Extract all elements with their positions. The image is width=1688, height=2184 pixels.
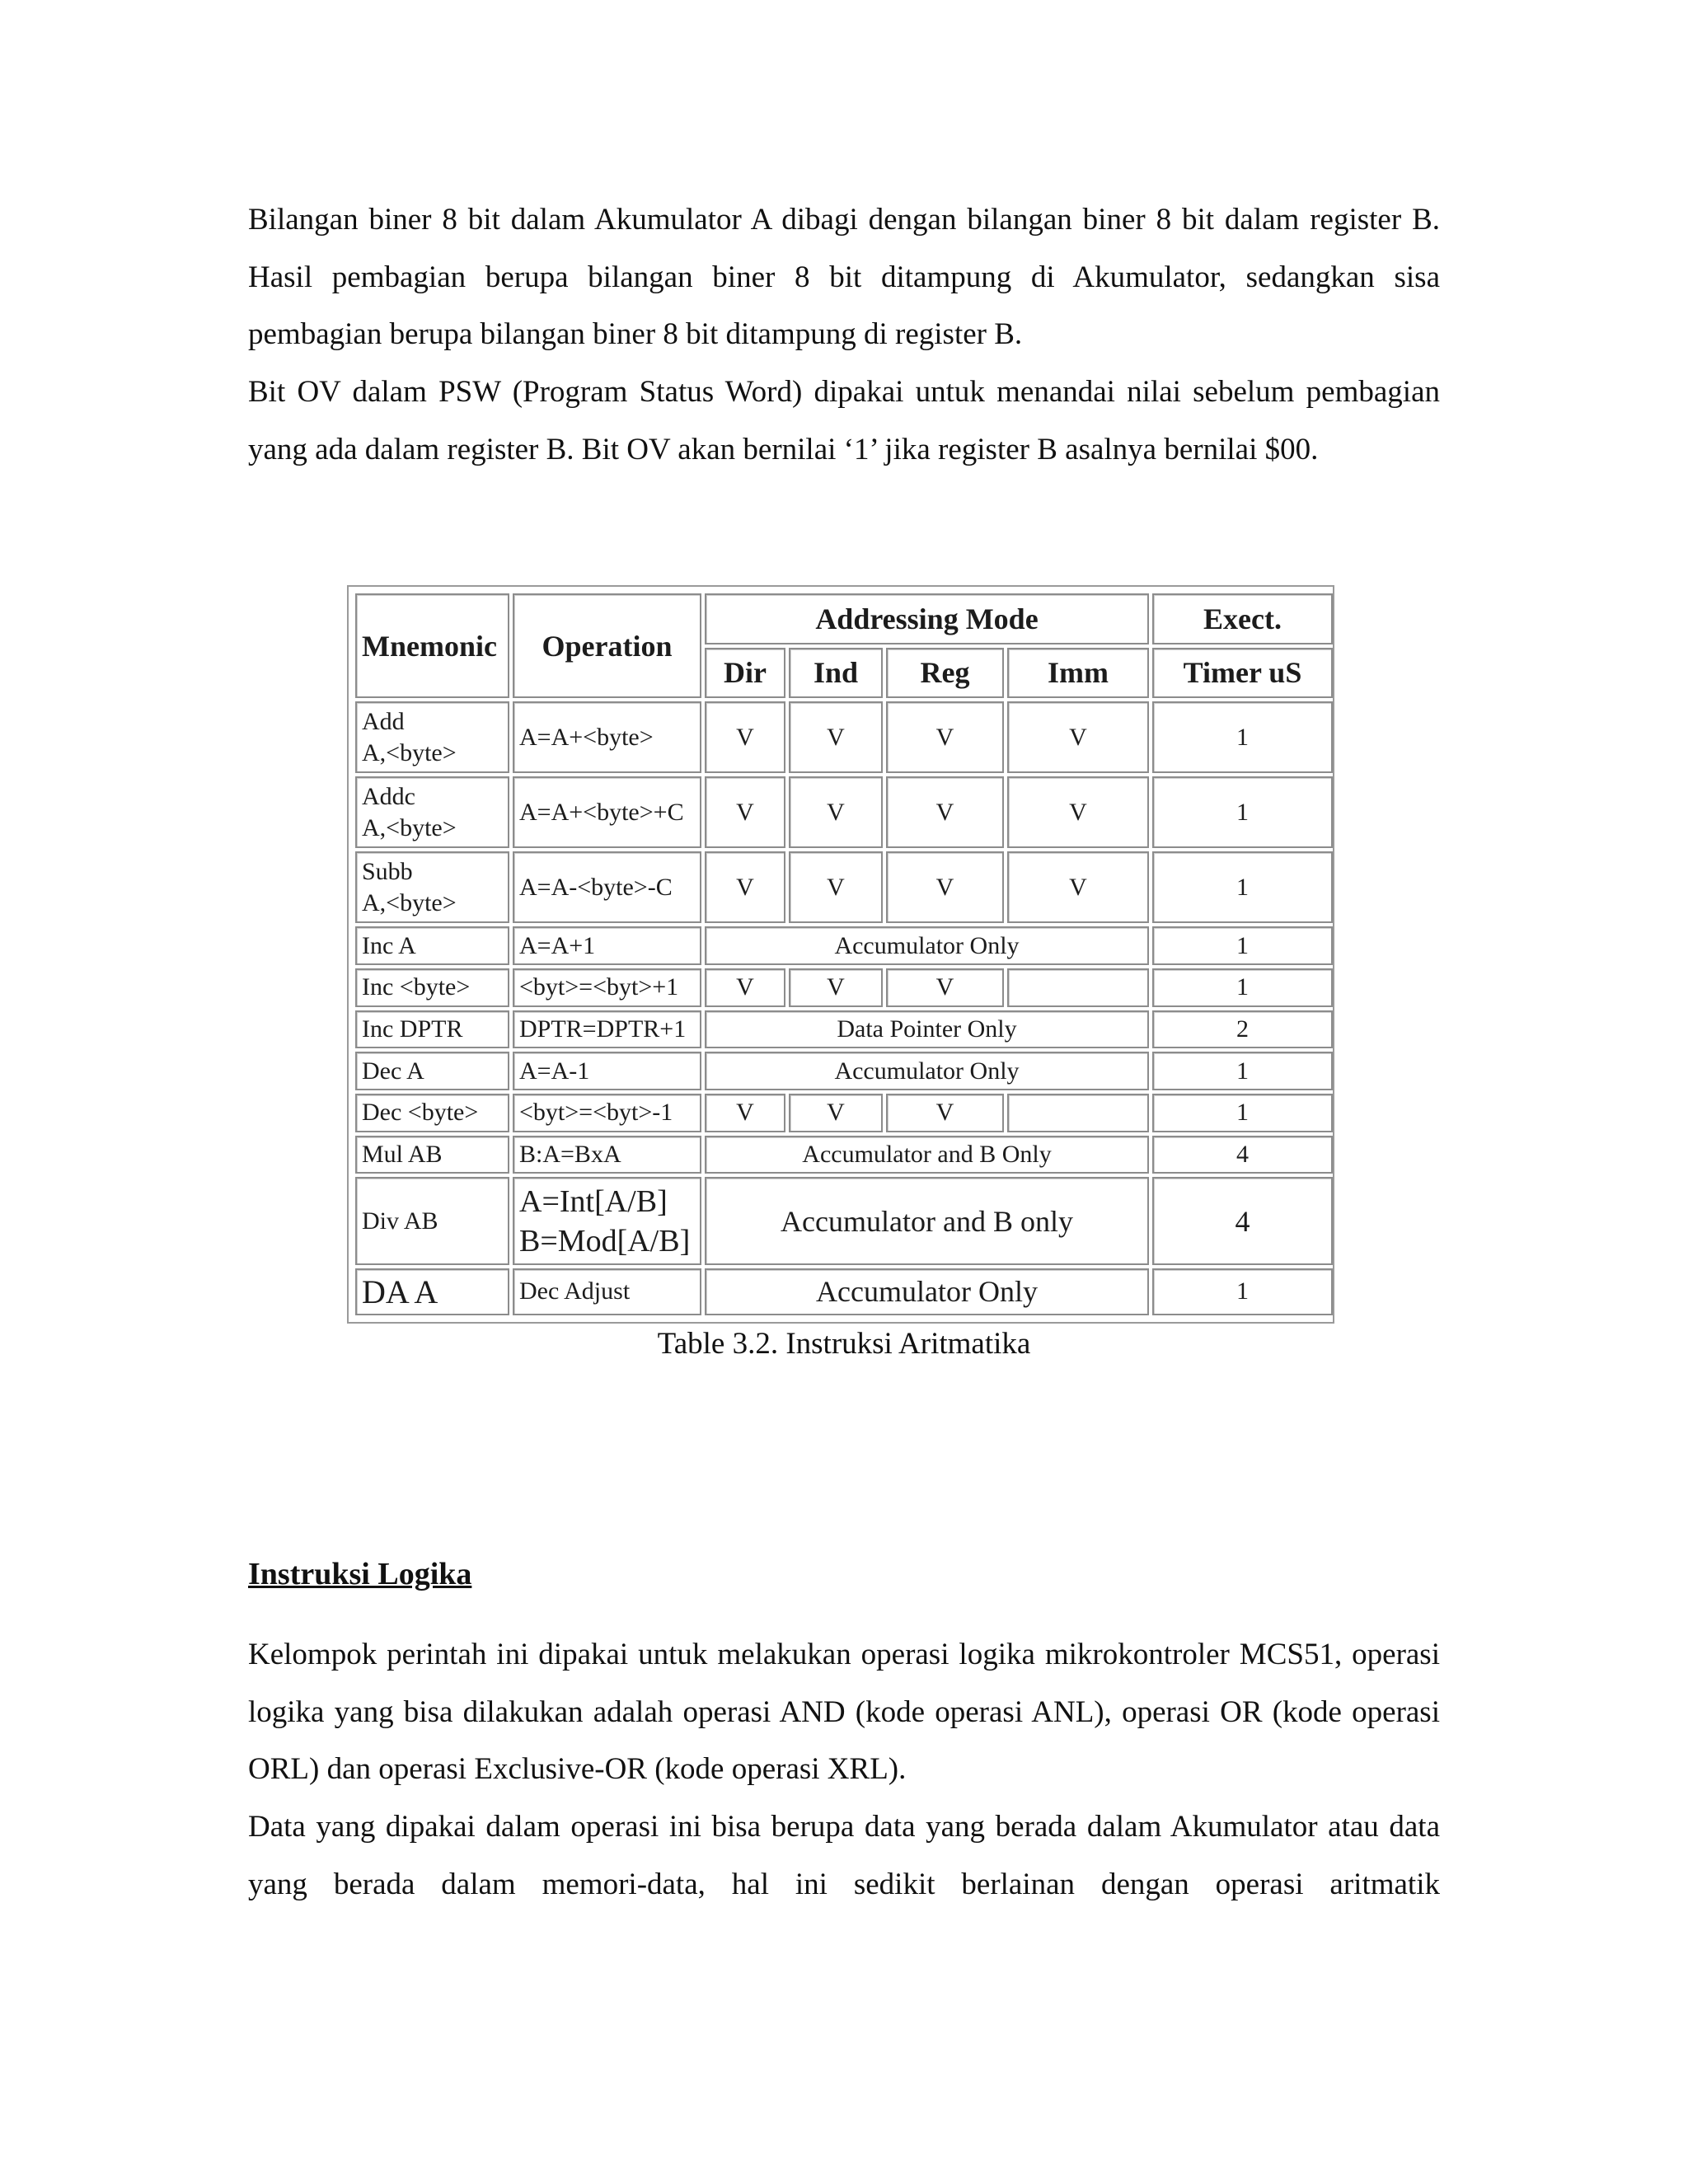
operation-cell: <byt>=<byt>-1 xyxy=(513,1094,701,1132)
mnemonic-line-1: Subb xyxy=(362,857,413,885)
mnemonic-cell: Inc DPTR xyxy=(355,1010,509,1049)
section-paragraph-2: Data yang dipakai dalam operasi ini bisa berupa data yang berada dalam Akumulator atau data yang berada dalam memori-data, hal ini sedikit berlainan dengan operasi aritmatik xyxy=(248,1810,1440,1901)
operation-line-2: B=Mod[A/B] xyxy=(519,1223,691,1258)
table-row xyxy=(355,1268,1333,1315)
timer-cell: 1 xyxy=(1152,776,1333,848)
mnemonic-cell: Div AB xyxy=(355,1177,509,1264)
reg-cell: V xyxy=(886,851,1004,923)
dir-cell: V xyxy=(705,851,785,923)
table-row xyxy=(355,1177,1333,1264)
mnemonic-line-2: A,<byte> xyxy=(362,813,457,841)
header-dir: Dir xyxy=(705,648,785,699)
timer-cell: 4 xyxy=(1152,1136,1333,1174)
table-row xyxy=(355,776,1333,848)
ind-cell: V xyxy=(789,1094,883,1132)
section-paragraph-1: Kelompok perintah ini dipakai untuk melakukan operasi logika mikrokontroler MCS51, operasi logika yang bisa dilakukan adalah operasi AND (kode operasi ANL), operasi OR (kode operasi ORL) dan operasi Exclusive-OR (kode operasi XRL). xyxy=(248,1638,1440,1786)
operation-cell: A=A-1 xyxy=(513,1052,701,1090)
operation-cell: DPTR=DPTR+1 xyxy=(513,1010,701,1049)
addressing-mode-span-cell: Accumulator Only xyxy=(705,926,1149,965)
header-reg: Reg xyxy=(886,648,1004,699)
operation-cell xyxy=(513,1177,701,1264)
addressing-mode-span-cell: Accumulator Only xyxy=(705,1268,1149,1315)
imm-cell: V xyxy=(1007,851,1149,923)
imm-cell xyxy=(1007,1094,1149,1132)
operation-cell: B:A=BxA xyxy=(513,1136,701,1174)
intro-paragraph-1: Bilangan biner 8 bit dalam Akumulator A dibagi dengan bilangan biner 8 bit dalam register B. Hasil pembagian berupa bilangan biner 8 bit ditampung di Akumulator, sedangkan sisa pembagian berupa bilangan biner 8 bit ditampung di register B. xyxy=(248,203,1440,351)
table-row xyxy=(355,701,1333,773)
mnemonic-line-1: Add xyxy=(362,707,405,735)
reg-cell: V xyxy=(886,701,1004,773)
timer-cell: 1 xyxy=(1152,1094,1333,1132)
table-row xyxy=(355,1136,1333,1174)
reg-cell: V xyxy=(886,968,1004,1007)
header-ind: Ind xyxy=(789,648,883,699)
addressing-mode-span-cell: Accumulator and B only xyxy=(705,1177,1149,1264)
table-caption: Table 3.2. Instruksi Aritmatika xyxy=(657,1327,1031,1361)
mnemonic-cell: Inc A xyxy=(355,926,509,965)
mnemonic-cell: Inc <byte> xyxy=(355,968,509,1007)
intro-paragraph-2: Bit OV dalam PSW (Program Status Word) dipakai untuk menandai nilai sebelum pembagian yang ada dalam register B. Bit OV akan bernilai ‘1’ jika register B asalnya bernilai $00. xyxy=(248,375,1440,466)
timer-cell: 1 xyxy=(1152,1052,1333,1090)
mnemonic-cell: Mul AB xyxy=(355,1136,509,1174)
reg-cell: V xyxy=(886,1094,1004,1132)
dir-cell: V xyxy=(705,776,785,848)
operation-cell: A=A+<byte> xyxy=(513,701,701,773)
instruction-table-grid xyxy=(352,590,1336,1319)
dir-cell: V xyxy=(705,968,785,1007)
operation-cell: A=A+1 xyxy=(513,926,701,965)
mnemonic-cell xyxy=(355,701,509,773)
operation-cell: <byt>=<byt>+1 xyxy=(513,968,701,1007)
dir-cell: V xyxy=(705,701,785,773)
dir-cell: V xyxy=(705,1094,785,1132)
addressing-mode-span-cell: Accumulator Only xyxy=(705,1052,1149,1090)
addressing-mode-span-cell: Accumulator and B Only xyxy=(705,1136,1149,1174)
header-timer: Timer uS xyxy=(1152,648,1333,699)
ind-cell: V xyxy=(789,968,883,1007)
section-heading: Instruksi Logika xyxy=(248,1557,472,1591)
table-row xyxy=(355,968,1333,1007)
ind-cell: V xyxy=(789,776,883,848)
timer-cell: 4 xyxy=(1152,1177,1333,1264)
mnemonic-cell xyxy=(355,776,509,848)
mnemonic-cell xyxy=(355,851,509,923)
timer-cell: 1 xyxy=(1152,701,1333,773)
ind-cell: V xyxy=(789,851,883,923)
timer-cell: 1 xyxy=(1152,851,1333,923)
operation-cell: A=A+<byte>+C xyxy=(513,776,701,848)
imm-cell xyxy=(1007,968,1149,1007)
reg-cell: V xyxy=(886,776,1004,848)
imm-cell: V xyxy=(1007,776,1149,848)
arithmetic-instruction-table xyxy=(347,585,1334,1324)
timer-cell: 1 xyxy=(1152,1268,1333,1315)
operation-line-1: A=Int[A/B] xyxy=(519,1183,668,1219)
table-row xyxy=(355,1094,1333,1132)
mnemonic-line-2: A,<byte> xyxy=(362,888,457,916)
mnemonic-cell: Dec A xyxy=(355,1052,509,1090)
ind-cell: V xyxy=(789,701,883,773)
imm-cell: V xyxy=(1007,701,1149,773)
addressing-mode-span-cell: Data Pointer Only xyxy=(705,1010,1149,1049)
header-imm: Imm xyxy=(1007,648,1149,699)
operation-cell: A=A-<byte>-C xyxy=(513,851,701,923)
table-row xyxy=(355,926,1333,965)
mnemonic-line-2: A,<byte> xyxy=(362,738,457,766)
header-addressing-mode: Addressing Mode xyxy=(705,593,1149,644)
timer-cell: 2 xyxy=(1152,1010,1333,1049)
header-mnemonic: Mnemonic xyxy=(355,593,509,698)
table-row xyxy=(355,1010,1333,1049)
operation-cell: Dec Adjust xyxy=(513,1268,701,1315)
timer-cell: 1 xyxy=(1152,968,1333,1007)
table-row xyxy=(355,1052,1333,1090)
timer-cell: 1 xyxy=(1152,926,1333,965)
mnemonic-cell: Dec <byte> xyxy=(355,1094,509,1132)
mnemonic-line-1: Addc xyxy=(362,782,415,810)
header-exect: Exect. xyxy=(1152,593,1333,644)
header-operation: Operation xyxy=(513,593,701,698)
mnemonic-cell: DA A xyxy=(355,1268,509,1315)
table-row xyxy=(355,851,1333,923)
header-row-1 xyxy=(355,593,1333,644)
